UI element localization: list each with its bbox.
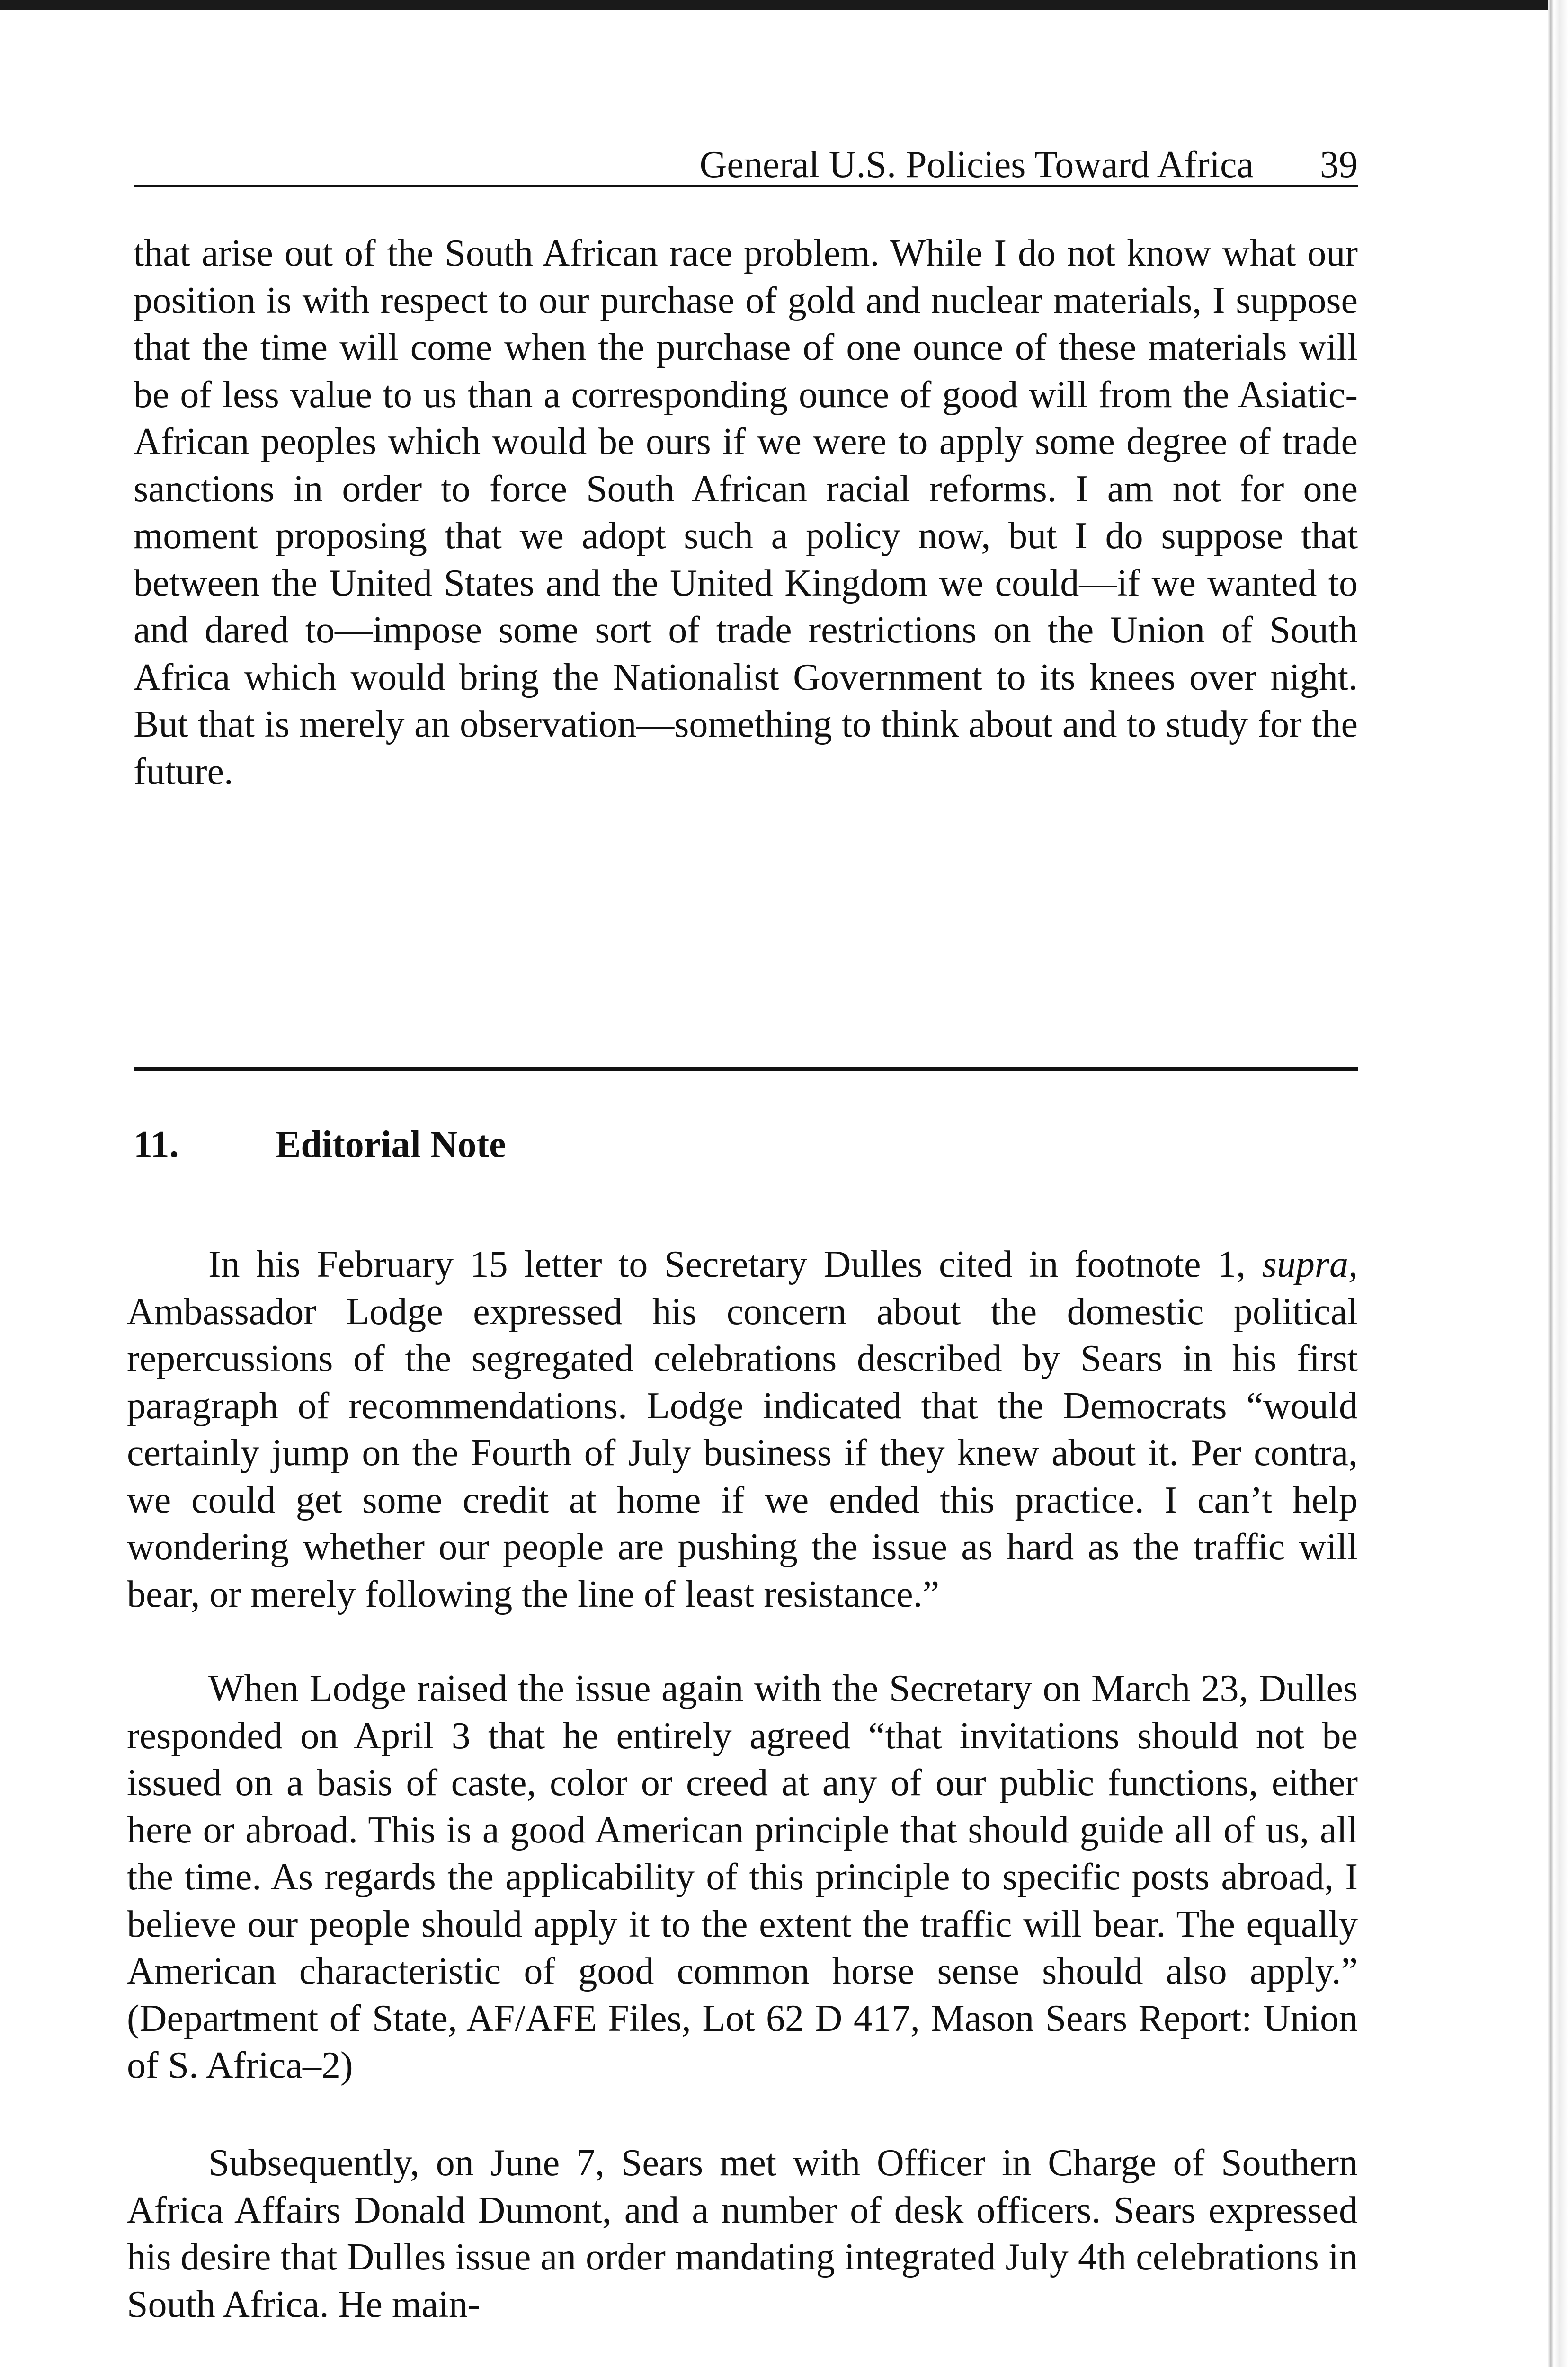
page-binding-edge [1548, 0, 1568, 2367]
page-top-edge [0, 0, 1568, 10]
note-number: 11. [134, 1124, 179, 1166]
editorial-paragraph-3: Subsequently, on June 7, Sears met with Officer in Charge of Southern Africa Affairs Donald Dumont, and a number of desk officers. Sears expressed his desire that Dulles issue an order mandating integrated July 4th celebrations in South Africa. He main- [127, 2142, 1358, 2325]
page-number: 39 [1320, 144, 1358, 186]
supra-citation: supra, [1262, 1244, 1358, 1285]
editorial-paragraph-1 [127, 1241, 1358, 1618]
continuation-paragraph: that arise out of the South African race problem. While I do not know what our position is with respect to our purchase of gold and nuclear materials, I suppose that the time will come when the purchase of one ounce of these materials will be of less value to us than a corresponding ounce of good will from the Asiatic-African peoples which would be ours if we were to apply some degree of trade sanctions in order to force South African racial reforms. I am not for one moment proposing that we adopt such a policy now, but I do suppose that between the United States and the United Kingdom we could—if we wanted to and dared to—impose some sort of trade restrictions on the Union of South Africa which would bring the Nationalist Government to its knees over night. But that is merely an observation—something to think about and to study for the future. [134, 232, 1358, 792]
editorial-paragraph-1-start: In his February 15 letter to Secretary Dulles cited in footnote 1, [208, 1244, 1262, 1285]
running-title: General U.S. Policies Toward Africa [699, 144, 1254, 186]
editorial-note-heading [134, 1126, 1358, 1164]
section-divider [134, 1067, 1358, 1071]
note-title: Editorial Note [276, 1124, 506, 1166]
running-header [134, 137, 1358, 187]
editorial-paragraph-1-rest: Ambassador Lodge expressed his concern about the domestic political repercussions of the segregated celebrations described by Sears in his first paragraph of recommendations. Lodge indicated that the Democrats “would certainly jump on the Fourth of July business if they knew about it. Per contra, we could get some credit at home if we ended this practice. I can’t help wondering whether our people are pushing the issue as hard as the traffic will bear, or merely following the line of least resistance.” [127, 1290, 1358, 1615]
editorial-paragraph-2: When Lodge raised the issue again with the Secretary on March 23, Dulles responded on April 3 that he entirely agreed “that invitations should not be issued on a basis of caste, color or creed at any of our public functions, either here or abroad. This is a good American principle that should guide all of us, all the time. As regards the applicability of this principle to specific posts abroad, I believe our people should apply it to the extent the traffic will bear. The equally American characteristic of good common horse sense should also apply.” (Department of State, AF/AFE Files, Lot 62 D 417, Mason Sears Report: Union of S. Africa–2) [127, 1668, 1358, 2086]
